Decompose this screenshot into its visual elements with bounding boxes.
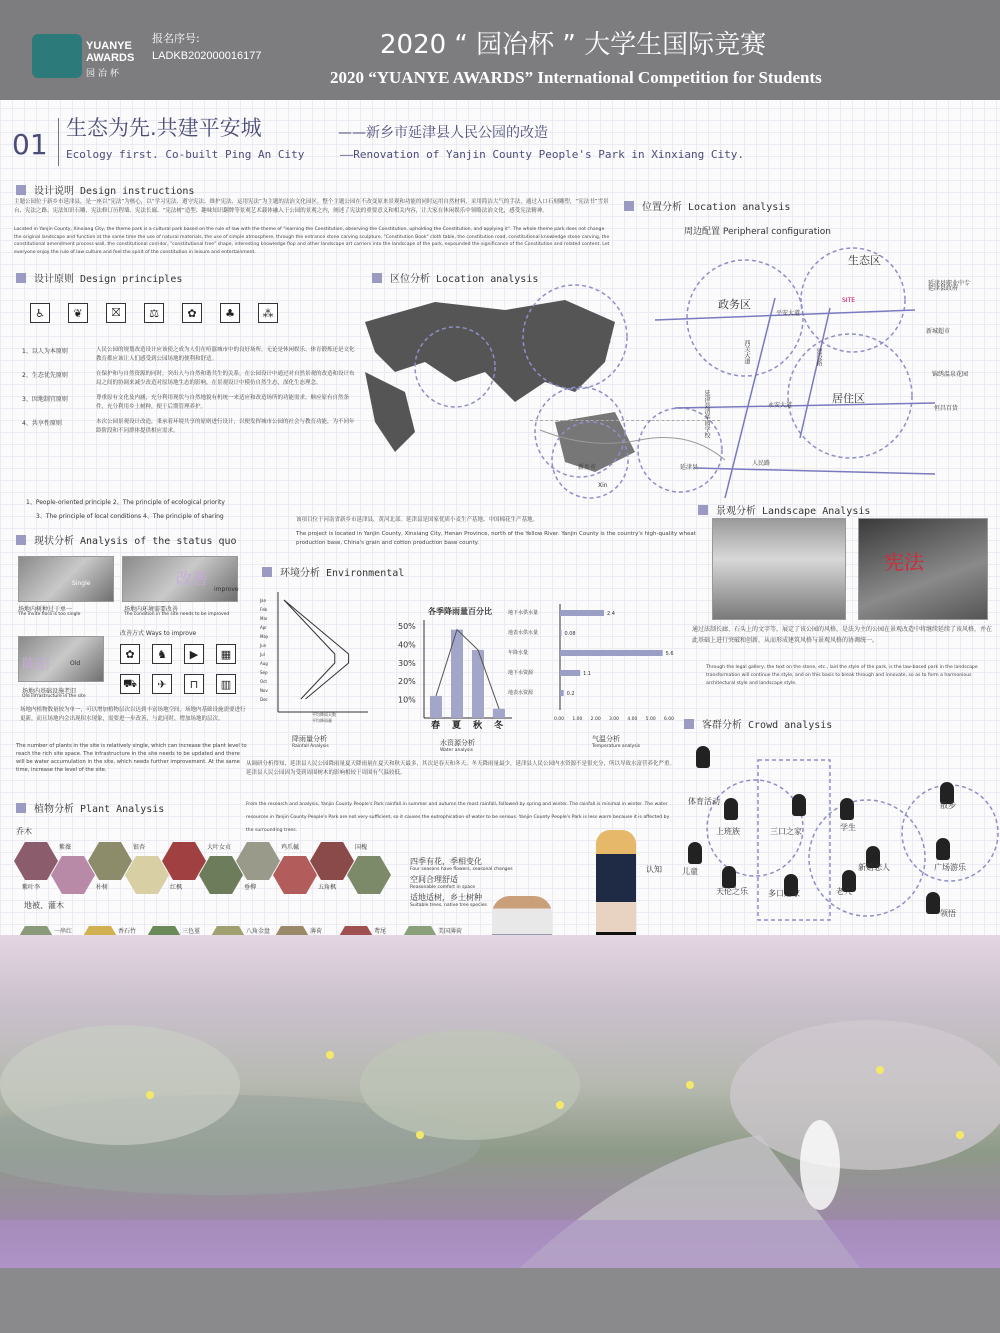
temperature-caption-en: Temperature analysis xyxy=(592,744,641,749)
figure-family-joy xyxy=(722,866,736,888)
logo-text-en: YUANYE AWARDS xyxy=(86,40,135,64)
plant-hexagon xyxy=(310,842,354,880)
project-subtitle-cn: ——新乡市延津县人民公园的改造 xyxy=(338,125,548,141)
plant-name: 垂柳 xyxy=(244,884,257,891)
rainfall-caption-cn: 降雨量分析 xyxy=(292,735,327,743)
crowd-label-square-play: 广场游乐 xyxy=(934,863,966,872)
rainfall-amount-line xyxy=(284,600,335,699)
plant-hexagon xyxy=(51,856,95,894)
water-category-label: 冬 xyxy=(494,721,504,731)
flower-icon: ✿ xyxy=(120,644,140,664)
water-y-tick: 40% xyxy=(398,640,416,650)
tree-hexagon-row xyxy=(14,842,394,902)
environment-text-en: From the research and analysis, Yanjin County People's Park rainfall in summer and autumn the most rainfall, followed by spring and winter. The rainfall is minimal in winter. The water resources in Yanjin County People's Park are not very sufficient, so it causes the eutrophication of water to be serious. Yanjin County People's Park is less warm because it is affected by the surrounding trees. xyxy=(246,802,670,833)
rain-month-label: Oct xyxy=(260,679,267,684)
temperature-caption-cn: 气温分析 xyxy=(592,735,620,743)
plant-hexagon xyxy=(88,842,132,880)
rain-month-label: Sep xyxy=(260,670,268,675)
crowd-label-elderly: 老人 xyxy=(836,887,852,896)
temp-x-tick: 3.00 xyxy=(609,717,620,722)
road-xiguan: 西关大道 xyxy=(743,340,750,364)
crowd-label-couple: 新婚恋人 xyxy=(858,863,890,872)
principles-list xyxy=(22,346,362,442)
gallery-photo xyxy=(712,518,846,620)
plant-name: 薄荷 xyxy=(310,928,323,935)
water-bar xyxy=(472,650,484,718)
temp-value-label: 1.1 xyxy=(583,671,592,677)
principle-text: 本次公园景观设计改造，秉承着环境共享的原则进行设计，以便发挥城市公园的社会与教育功能，为不同年龄阶段和不同群体提供相应需求。 xyxy=(96,419,355,434)
photo3-label-en: Old xyxy=(70,660,81,667)
crowd-label-walking: 散步 xyxy=(940,801,956,810)
rain-month-label: Feb xyxy=(260,607,268,612)
place-hot-spring-garden: 锦绣温泉花园 xyxy=(932,371,969,378)
photo3-caption-cn: 场地内基础设施老旧 xyxy=(22,688,77,695)
principle-text: 在保护和与自然资源的同时，突出人与自然和谐共生的关系。在公园设计中通过对自然景观的改造和设计布局之间的协调来减少改造对原场地生态的影响。在景观设计中模仿自然生态，深化生态理念。 xyxy=(96,371,355,386)
plant-name: 银杏 xyxy=(133,844,146,851)
zone-ecology: 生态区 xyxy=(848,254,881,267)
principle-text: 尊重原有文化及内涵，充分利用现状与自然地貌有机统一来适应和改造场所的功能需求。顺应原有自然条件，充分利用乡土树种，便于后期管理养护。 xyxy=(96,395,350,410)
status-text-cn: 场地内植物数量较为单一，可以增加植物层次以达到丰富场地空间。场地内基础设施需要进行更新，而且场地内会出现积水现象，需要进一步改善，与此同时，增加场地的层次。 xyxy=(20,707,246,722)
plant-name: 大叶女贞 xyxy=(207,844,232,851)
slogan-2-cn: 空间合理舒适 xyxy=(410,875,458,884)
principles-en-line-1: 1、People-oriented principle 2、The principle of ecological priority xyxy=(26,499,225,506)
temp-value-label: 5.6 xyxy=(665,651,674,657)
water-category-label: 夏 xyxy=(452,721,462,731)
temp-value-label: 0.2 xyxy=(566,691,575,697)
yanjin-label: 延津县 xyxy=(680,464,699,471)
crowd-label-sports: 体育活动 xyxy=(688,797,720,806)
rain-month-label: Apr xyxy=(260,625,267,630)
rain-month-label: Dec xyxy=(260,697,268,702)
competition-title-en: 2020 “YUANYE AWARDS” International Competition for Students xyxy=(330,68,822,87)
slogan-2-en: Reasonable comfort in space xyxy=(410,885,476,890)
figure-commuter xyxy=(724,798,738,820)
status-text-en: The number of plants in the site is relatively single, which can increase the plant level to reach the rich site space. The infrastructure in the site needs to be updated and there will be water accumulation in the site, which needs further improvement. At the same time, increase the level of the site. xyxy=(16,743,247,773)
landscape-section-title: 景观分析 Landscape Analysis xyxy=(698,502,870,517)
wheelchair-icon: ♿ xyxy=(30,303,50,323)
design-section-title: 设计说明 Design instructions xyxy=(16,182,194,197)
region-circle xyxy=(480,282,660,392)
project-title-en: Ecology first. Co-built Ping An City xyxy=(66,148,305,161)
seesaw-icon: ⚖ xyxy=(144,303,164,323)
figure-sports xyxy=(696,746,710,768)
road-renmin: 人民路 xyxy=(752,460,771,467)
car-icon: ⛟ xyxy=(120,674,140,694)
ways-title: 改善方式 Ways to improve xyxy=(120,630,197,637)
grid-icon: ▦ xyxy=(216,644,236,664)
temp-value-label: 0.08 xyxy=(564,631,576,637)
water-y-tick: 50% xyxy=(398,622,416,631)
plant-hexagon xyxy=(347,856,391,894)
plant-name: 香石竹 xyxy=(118,928,137,935)
temp-x-tick: 4.00 xyxy=(627,717,638,722)
leaf-icon: ❦ xyxy=(68,303,88,323)
location-section-title: 位置分析 Location analysis xyxy=(624,198,790,213)
water-caption-cn: 水资源分析 xyxy=(440,739,475,747)
road-pingan: 平安大道 xyxy=(776,310,801,317)
rainfall-caption-en: Rainfall Analysis xyxy=(292,744,329,749)
water-bar xyxy=(430,696,442,718)
zone-government: 政务区 xyxy=(718,298,751,311)
play-icon: ▶ xyxy=(184,644,204,664)
rainfall-days-line xyxy=(284,600,349,699)
principle-item xyxy=(22,418,362,436)
plant-name: 八角金盘 xyxy=(246,928,271,935)
region-text-en: The project is located in Yanjin County, Xinxiang City, Henan Province, north of the Yellow River. Yanjin County is the country's high-quality wheat production base, China's grain and cotton production base county. xyxy=(296,531,696,546)
rain-legend-1: 平均降雨天数 xyxy=(312,712,336,717)
plant-name: 国槐 xyxy=(355,844,368,851)
plant-name: 美国薄荷 xyxy=(438,928,463,935)
plant-name: 紫叶李 xyxy=(22,884,41,891)
rain-month-label: Jul xyxy=(260,652,265,657)
crowd-label-family-joy: 天伦之乐 xyxy=(716,887,748,896)
logo-text-cn: 园冶杯 xyxy=(86,69,123,79)
rain-month-label: Mar xyxy=(260,616,268,621)
water-chart xyxy=(396,612,516,734)
temp-x-tick: 0.00 xyxy=(554,717,565,722)
tree-category-label: 乔木 xyxy=(16,827,32,836)
hedge-icon: ⁂ xyxy=(258,303,278,323)
temp-bar xyxy=(560,650,663,656)
temp-x-tick: 2.00 xyxy=(590,717,601,722)
principle-label: 3、因地制宜原则 xyxy=(22,396,68,403)
slogan-3-en: Suitable trees, native tree species xyxy=(410,903,487,908)
photo3-label: 陈旧 xyxy=(22,657,50,673)
location-subtitle: 周边配置 Peripheral configuration xyxy=(684,227,831,237)
temp-category-label: 年降水量 xyxy=(508,650,529,656)
heading-divider xyxy=(58,118,59,166)
rain-month-label: Aug xyxy=(260,661,268,666)
principle-item xyxy=(22,370,362,388)
ways-icon-grid xyxy=(120,644,240,694)
temp-category-label: 地下水供水量 xyxy=(508,610,539,616)
region-text-cn: 该项目位于河南省新乡市延津县，黄河北部。延津县是国家优质小麦生产基地、中国棉花生产基地。 xyxy=(296,517,539,523)
water-y-tick: 20% xyxy=(398,677,416,687)
temp-bar xyxy=(560,630,561,636)
figure-student xyxy=(840,798,854,820)
rain-month-label: Nov xyxy=(260,688,268,693)
water-y-tick: 30% xyxy=(398,658,416,668)
photo-single-trees xyxy=(18,556,114,602)
rainfall-chart xyxy=(258,582,378,722)
plant-name: 一串红 xyxy=(54,928,73,935)
principle-label: 2、生态优先原则 xyxy=(22,372,68,379)
figure-enlighten xyxy=(926,892,940,914)
temp-bar xyxy=(560,610,604,616)
region-section-title: 区位分析 Location analysis xyxy=(372,270,538,285)
plant-hexagon xyxy=(199,856,243,894)
principle-text: 人民公园的规划改造设计应该使之成为人们在喧嚣城市中的良好场所。无论是休闲娱乐、体育锻炼还是文化教育都应该让人们感受到公园场地的便利和舒适。 xyxy=(96,347,355,362)
principle-item xyxy=(22,346,362,364)
crowd-label-child: 儿童 xyxy=(682,867,698,876)
building-icon: ▥ xyxy=(216,674,236,694)
location-map xyxy=(655,238,1000,498)
crowd-label-big-family: 多口之家 xyxy=(768,889,800,898)
plant-hexagon xyxy=(273,856,317,894)
plants-section-title: 植物分析 Plant Analysis xyxy=(16,800,164,815)
tree-icon: ♣ xyxy=(220,303,240,323)
girl-figure xyxy=(596,830,636,950)
yuanye-logo xyxy=(32,34,82,78)
temp-bar xyxy=(560,690,564,696)
rendering-overlay xyxy=(0,935,1000,1268)
sheet-number: 01 xyxy=(12,128,48,161)
footer-bar xyxy=(0,1268,1000,1333)
project-subtitle-en: ——Renovation of Yanjin County People's Park in Xinxiang City. xyxy=(340,148,744,161)
figure-square-play xyxy=(936,838,950,860)
plant-name: 三色堇 xyxy=(182,928,201,935)
water-category-label: 秋 xyxy=(473,721,483,731)
principle-item xyxy=(22,394,362,412)
stone-inscription: 宪法 xyxy=(884,550,924,574)
registration-label: 报名序号: xyxy=(152,32,200,45)
plant-name: 红枫 xyxy=(170,884,183,891)
site-marker: SITE xyxy=(842,297,856,304)
photo1-caption-cn: 场地内树种过于单一 xyxy=(18,606,73,613)
xin-label: Xin xyxy=(598,482,608,489)
temp-bar xyxy=(560,670,580,676)
crowd-label-cognition: 认知 xyxy=(646,865,662,874)
gate-icon: ⊓ xyxy=(184,674,204,694)
xinxiang-label: 新乡市 xyxy=(578,464,597,471)
slogan-1-en: Four seasons have flowers, seasonal changes xyxy=(410,867,513,872)
registration-number: LADKB202000016177 xyxy=(152,50,262,62)
water-category-label: 春 xyxy=(431,721,441,731)
environment-text-cn: 从调研分析得知，延津县人民公园降雨量夏天降雨量在夏天和秋天最多，其次是春天和冬天。冬天降雨量最少，延津县人民公园内水资源不是很充分，所以导致水富营养化严重。延津县人民公园因为受到周围树木的影响相较于周围有气温较低。 xyxy=(246,761,676,776)
temp-category-label: 地表水供水量 xyxy=(508,630,539,636)
environment-section-title: 环境分析 Environmental xyxy=(262,564,404,579)
place-county-government: 延津县政府 xyxy=(928,285,959,292)
design-text-cn: 主题公园位于新乡市延津县，是一座以“宪法”为核心，以“学习宪法、遵守宪法、维护宪法、运用宪法”为主题的法治文化园区。整个主题公园在不改变原来景观和功能的同时运用自然材料，采用简洁大气的手法，通过入口石刻雕塑，“宪法书”雪景台、宪法之路、宪法知识石雕、宪法修订历程墙、宪法长廊、“宪法树”造型、趣味知识翻牌等景观艺术载体融入于公园的景观之内，阐述了宪法的重要意义和相关内容，让大家在休闲娱乐中领略法治文化，感受宪法精神。 xyxy=(14,199,609,214)
photo1-label: Single xyxy=(72,580,91,587)
sprout-icon: ✿ xyxy=(182,303,202,323)
photo2-label: 改善 xyxy=(176,569,209,588)
slogan-3-cn: 适地适树，乡土树种 xyxy=(410,893,482,902)
exit-icon: ⛝ xyxy=(106,303,126,323)
photo2-caption-en: The condition in the site needs to be improved xyxy=(124,612,230,617)
road-yongan: 永安大道 xyxy=(768,402,793,409)
slogan-1-cn: 四季有花，季相变化 xyxy=(410,857,482,866)
water-y-tick: 10% xyxy=(398,695,416,705)
place-vocational-school: 延津县职业中专 xyxy=(928,280,971,287)
rain-month-label: Jan xyxy=(260,598,267,603)
principles-en-line-2: 3、The principle of local conditions 4、The principle of sharing xyxy=(36,513,224,520)
plant-hexagon xyxy=(125,856,169,894)
plant-name: 朴树 xyxy=(96,884,109,891)
crowd-label-family: 三口之家 xyxy=(770,827,802,836)
figure-child xyxy=(688,842,702,864)
plant-name: 鸢尾 xyxy=(374,928,387,935)
temp-category-label: 地表水资源 xyxy=(508,690,534,696)
rain-month-label: Jun xyxy=(260,643,267,648)
temp-x-tick: 6.00 xyxy=(664,717,675,722)
photo2-label-en: improve xyxy=(214,586,239,593)
place-department-store: 恒昌百货 xyxy=(934,405,959,412)
principle-label: 4、共享性原则 xyxy=(22,420,62,427)
principle-label: 1、以人为本原则 xyxy=(22,348,68,355)
water-trend-line xyxy=(436,630,499,709)
principles-section-title: 设计原则 Design principles xyxy=(16,270,182,285)
road-jianshe: 建设路 xyxy=(815,348,822,366)
plant-hexagon xyxy=(14,842,58,880)
crowd-section-title: 客群分析 Crowd analysis xyxy=(684,716,832,731)
principles-icon-row xyxy=(20,290,360,336)
water-bar xyxy=(493,709,505,718)
temp-value-label: 2.4 xyxy=(607,611,615,617)
shrub-category-label: 地被、灌木 xyxy=(24,901,64,910)
water-chart-title: 各季降雨量百分比 xyxy=(428,607,492,616)
plant-name: 五角枫 xyxy=(318,884,337,891)
place-supermarket: 新城超市 xyxy=(926,328,951,335)
figure-family xyxy=(792,794,806,816)
temperature-chart xyxy=(508,602,676,726)
temp-x-tick: 1.00 xyxy=(572,717,583,722)
temp-category-label: 地下水资源 xyxy=(508,670,534,676)
design-text-en: Located in Yanjin County, Xinxiang City, the theme park is a cultural park based on the rule of law with the theme of "learning the Constitution, observing the Constitution, upholding the Constitution, and applying it". The whole theme park does not change the original landscape and function at the same time the use of natural materials, the use of simple atmosphere, through the entrance stone carving sculpture, "Constitution Book" cloth table, the constitution road, constitutional knowledge stone carving, the constitutional amendment process wall, the constitutional corridor, "constitutional tree" shape, interesting knowledge flop and other landscape art carriers into the landscape of the park, expounded the significance of the Constitution and related content. Let everyone enjoy the rule of law culture and feel the spirit of the constitution in leisure and entertainment. xyxy=(14,227,610,255)
crowd-label-student: 学生 xyxy=(840,823,856,832)
plant-hexagon xyxy=(236,842,280,880)
photo1-caption-en: The invite flora is too single xyxy=(18,612,81,617)
plant-name: 鸡爪槭 xyxy=(281,844,300,851)
landscape-text-cn: 通过法制长廊、石头上的文字等，展定了该公园的风格，是法为主的公园在景观改造中将继续延续了该风格，并在此基础上进行突破和创新，从而形成建筑风格与景观风格的协调统一。 xyxy=(692,626,993,644)
status-section-title: 现状分析 Analysis of the status quo xyxy=(16,532,237,547)
crowd-label-commuter: 上班族 xyxy=(716,827,740,836)
photo3-caption-en: Old infrastructure in the site xyxy=(22,694,86,699)
photo2-caption-cn: 场地内环境需要改善 xyxy=(124,606,179,613)
landscape-text-en: Through the legal gallery, the text on the stone, etc., laid the style of the park, is the law-based park in the landscape transformation will continue the style, and on this basis to break through and innovate, so as to form a harmonious architectural style and landscape style. xyxy=(706,665,978,686)
rain-legend-2: 平均降雨量 xyxy=(312,718,332,723)
plant-hexagon xyxy=(162,842,206,880)
road-qinghua-school: 延津县清华园学校 xyxy=(703,390,710,438)
water-caption-en: Water analysis xyxy=(440,748,473,753)
bird-icon: ✈ xyxy=(152,674,172,694)
plant-name: 紫薇 xyxy=(59,844,72,851)
kangaroo-icon: ♞ xyxy=(152,644,172,664)
temp-x-tick: 5.00 xyxy=(645,717,656,722)
crowd-label-enlighten: 领悟 xyxy=(940,909,956,918)
zone-residential: 居住区 xyxy=(832,392,865,405)
rain-month-label: May xyxy=(260,634,269,639)
project-title-cn: 生态为先.共建平安城 xyxy=(66,116,262,140)
competition-title-cn: 2020 “ 园冶杯 ” 大学生国际竞赛 xyxy=(380,30,767,60)
